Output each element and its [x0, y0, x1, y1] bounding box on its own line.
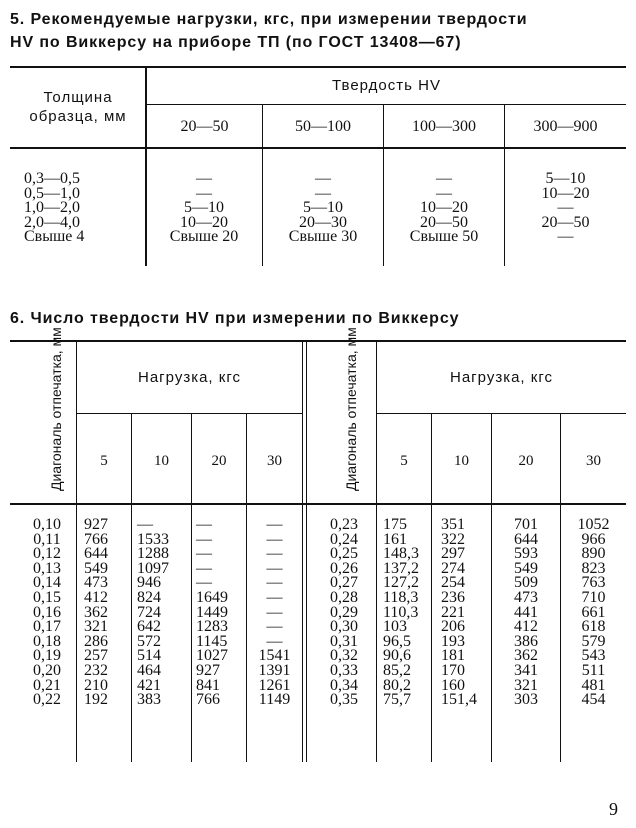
table6-left-subheader-rule [77, 413, 302, 414]
table6-load-column-header: 10 [154, 453, 169, 469]
table5-group-header: Твердость HV [332, 77, 441, 94]
table6-left-load10-column: — 1533 1288 1097 946 824 724 642 572 514 464 421 383 [137, 516, 169, 709]
table5-col-300-900: 5—10 10—20 — 20—50 — [541, 170, 590, 246]
table6-vline [76, 342, 77, 762]
table5-column-header: 300—900 [533, 118, 598, 135]
table6-double-vline [306, 342, 307, 762]
table5-col-100-300: — — 10—20 20—50 Свыше 50 [409, 170, 479, 246]
table6-title: 6. Число твердости HV при измерении по Виккерсу [10, 310, 460, 327]
table6-right-load5-column: 175 161 148,3 137,2 127,2 118,3 110,3 103 96,5 90,6 85,2 80,2 75,7 [383, 516, 419, 709]
table5-top-rule [10, 66, 626, 68]
table5-thickness-column: 0,3—0,5 0,5—1,0 1,0—2,0 2,0—4,0 Свыше 4 [24, 170, 85, 246]
table6-right-load10-column: 351 322 297 274 254 236 221 206 193 181 170 160 151,4 [441, 516, 477, 709]
table5-column-header: 20—50 [180, 118, 229, 135]
table5-title-line1: 5. Рекомендуемые нагрузки, кгс, при измерении твердости [10, 11, 528, 28]
table6-right-load30-column: 1052 966 890 823 763 710 661 618 579 543 511 481 454 [577, 516, 610, 709]
table6-load-column-header: 5 [400, 453, 408, 469]
table6-right-subheader-rule [377, 413, 626, 414]
table6-vline [376, 342, 377, 762]
table5-title-line2: HV по Виккерсу на приборе ТП (по ГОСТ 13408—67) [10, 34, 462, 51]
table6-left-load20-column: — — — — — 1649 1449 1283 1145 1027 927 841 766 [196, 516, 228, 709]
table6-top-rule [10, 340, 626, 342]
table6-right-load-header: Нагрузка, кгс [450, 369, 553, 386]
table6-load-column-header: 10 [454, 453, 469, 469]
table6-load-column-header: 20 [211, 453, 227, 469]
table5-row-header: Толщина образца, мм [29, 89, 127, 125]
table6-left-diagonal-column: 0,10 0,11 0,12 0,13 0,14 0,15 0,16 0,17 0,18 0,19 0,20 0,21 0,22 [33, 516, 61, 709]
table6-left-diag-header: Диагональ отпечатка, мм [48, 327, 64, 491]
table6-left-load5-column: 927 766 644 549 473 412 362 321 286 257 232 210 192 [84, 516, 108, 709]
table5-header-rule [10, 147, 626, 149]
table6-header-rule [10, 503, 626, 505]
page-number: 9 [609, 799, 618, 819]
table6-double-vline [302, 342, 303, 762]
table6-right-diagonal-column: 0,23 0,24 0,25 0,26 0,27 0,28 0,29 0,30 0,31 0,32 0,33 0,34 0,35 [330, 516, 358, 709]
table6-load-column-header: 20 [518, 453, 534, 469]
table6-right-load20-column: 701 644 593 549 509 473 441 412 386 362 341 321 303 [514, 516, 538, 709]
table6-load-column-header: 30 [586, 453, 601, 469]
table6-load-column-header: 5 [100, 453, 108, 469]
table5-column-header: 100—300 [412, 118, 476, 135]
table5-col-50-100: — — 5—10 20—30 Свыше 30 [288, 170, 358, 246]
table5-col-20-50: — — 5—10 10—20 Свыше 20 [169, 170, 239, 246]
table6-left-load-header: Нагрузка, кгс [138, 369, 241, 386]
table5-subheader-rule [147, 104, 626, 105]
table6-left-load30-column: — — — — — — — — — 1541 1391 1261 1149 [258, 516, 291, 709]
table6-load-column-header: 30 [267, 453, 282, 469]
table6-right-diag-header: Диагональ отпечатка, мм [343, 327, 359, 491]
table5-column-header: 50—100 [295, 118, 351, 135]
